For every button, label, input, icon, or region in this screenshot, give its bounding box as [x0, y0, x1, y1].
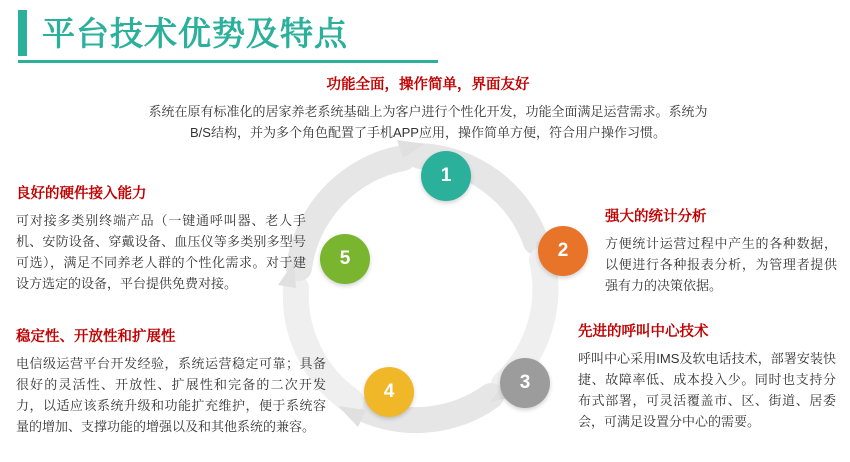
feature-title-2: 强大的统计分析 [605, 209, 707, 225]
feature-title-3: 先进的呼叫中心技术 [578, 324, 709, 340]
feature-block-4 [16, 328, 326, 437]
feature-body-1: 系统在原有标准化的居家养老系统基础上为客户进行个性化开发，功能全面满足运营需求。系统为B/S结构，并为多个角色配置了手机APP应用，操作简单方便，符合用户操作习惯。 [148, 103, 708, 140]
diagram-node-1[interactable]: 1 [421, 151, 471, 201]
feature-block-3 [578, 323, 836, 432]
feature-title-4: 稳定性、开放性和扩展性 [16, 329, 176, 345]
header-underline [18, 60, 438, 63]
feature-body-2: 方便统计运营过程中产生的各种数据，以便进行各种报表分析，为管理者提供强有力的决策依据。 [605, 235, 837, 293]
feature-title-5: 良好的硬件接入能力 [16, 186, 147, 202]
diagram-node-2[interactable]: 2 [538, 226, 588, 276]
feature-block-5 [16, 185, 306, 294]
feature-body-3: 呼叫中心采用IMS及软电话技术，部署安装快捷、故障率低、成本投入少。同时也支持分布式部署，可灵活覆盖市、区、街道、居委会，可满足设置分中心的需要。 [578, 350, 836, 429]
feature-block-2 [605, 208, 837, 296]
diagram-node-4[interactable]: 4 [364, 367, 414, 417]
diagram-node-5[interactable]: 5 [320, 234, 370, 284]
diagram-node-3[interactable]: 3 [500, 358, 550, 408]
feature-title-1: 功能全面，操作简单，界面友好 [326, 77, 530, 93]
feature-block-1 [148, 76, 708, 143]
page-title: 平台技术优势及特点 [42, 15, 348, 52]
header-accent-bar [18, 10, 27, 56]
feature-body-5: 可对接多类别终端产品（一键通呼叫器、老人手机、安防设备、穿戴设备、血压仪等多类别多型号可选），满足不同养老人群的个性化需求。对于建设方选定的设备，平台提供免费对接。 [16, 212, 306, 291]
slide-header [0, 0, 850, 68]
feature-body-4: 电信级运营平台开发经验，系统运营稳定可靠；具备很好的灵活性、开放性、扩展性和完备的二次开发力，以适应该系统升级和功能扩充维护，便于系统容量的增加、支撑功能的增强以及和其他系统的兼容。 [16, 355, 326, 434]
